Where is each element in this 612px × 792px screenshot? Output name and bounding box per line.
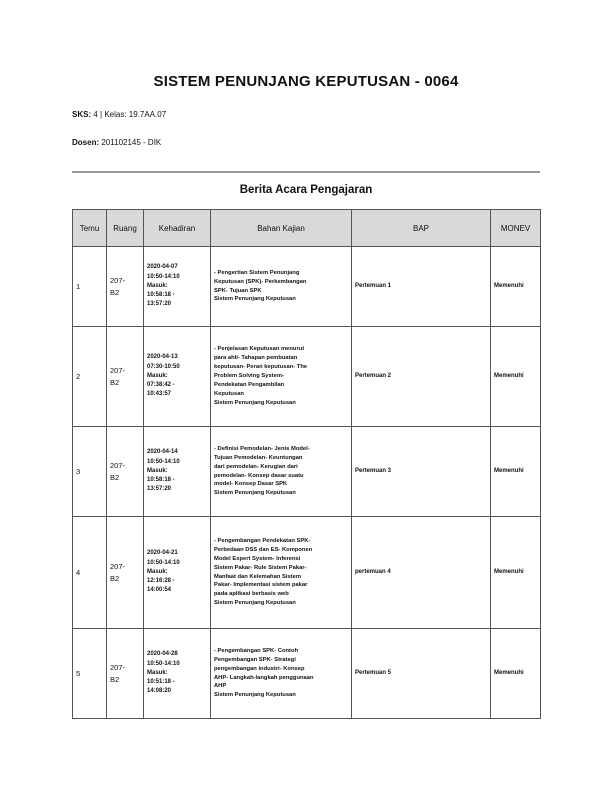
cell-bahan-kajian-line: Tujuan Pemodelan- Keuntungan — [214, 454, 303, 461]
cell-ruang-line: B2 — [110, 573, 120, 583]
cell-ruang-line: 207- — [110, 662, 126, 672]
cell-kehadiran — [144, 327, 211, 427]
cell-bahan-kajian-line: Perbedaan DSS dan ES- Komponen — [214, 546, 313, 553]
cell-kehadiran — [144, 517, 211, 629]
cell-kehadiran-line: 13:57:20 — [147, 486, 172, 493]
cell-bap: pertemuan 4 — [352, 517, 491, 629]
cell-kehadiran-line: 10:51:18 - — [147, 679, 175, 686]
cell-kehadiran-line: 2020-04-13 — [147, 354, 178, 361]
cell-ruang-line: 207- — [110, 561, 126, 571]
header-ruang: Ruang — [107, 210, 144, 247]
cell-monev: Memenuhi — [491, 629, 541, 719]
dosen-value: 201102145 - DIK — [101, 138, 162, 147]
cell-kehadiran-line: 2020-04-07 — [147, 264, 178, 271]
cell-ruang-line: B2 — [110, 287, 120, 297]
cell-kehadiran-line: 10:58:18 - — [147, 477, 175, 484]
cell-bahan-kajian — [211, 629, 352, 719]
cell-bahan-kajian-line: - Pengembangan Pendekatan SPK- — [214, 537, 311, 544]
cell-kehadiran-line: 2020-04-28 — [147, 651, 178, 658]
cell-kehadiran-line: 2020-04-14 — [147, 449, 178, 456]
cell-kehadiran-line: 10:50-14:10 — [147, 273, 180, 280]
cell-bap: Pertemuan 5 — [352, 629, 491, 719]
cell-bahan-kajian-line: Pengembangan SPK- Strategi — [214, 656, 296, 663]
table-row — [73, 629, 541, 719]
cell-kehadiran-line: 07:30-10:50 — [147, 363, 180, 370]
cell-ruang-line: 207- — [110, 275, 126, 285]
cell-bahan-kajian-line: Model Expert System- Inferensi — [214, 555, 301, 562]
cell-bahan-kajian-line: - Definisi Pemodelan- Jenis Model- — [214, 445, 310, 452]
cell-bahan-kajian-line: Manfaat dan Kelemahan Sistem — [214, 573, 301, 580]
cell-bahan-kajian — [211, 517, 352, 629]
cell-bahan-kajian-line: pada aplikasi berbasis web — [214, 591, 289, 598]
cell-ruang — [107, 517, 144, 629]
cell-bahan-kajian-line: Keputusan — [214, 390, 244, 397]
cell-kehadiran-line: Masuk: — [147, 282, 168, 289]
cell-ruang-line: B2 — [110, 674, 120, 684]
cell-kehadiran-line: 12:16:28 - — [147, 578, 175, 585]
cell-temu: 1 — [73, 247, 107, 327]
cell-bahan-kajian-line: pemodelan- Konsep dasar suatu — [214, 472, 304, 479]
cell-bahan-kajian-line: para ahli- Tahapan pembuatan — [214, 355, 298, 362]
cell-kehadiran-line: Masuk: — [147, 669, 168, 676]
cell-ruang-line: B2 — [110, 472, 120, 482]
table-row — [73, 327, 541, 427]
cell-kehadiran — [144, 427, 211, 517]
cell-temu: 5 — [73, 629, 107, 719]
cell-kehadiran-line: 10:50-14:10 — [147, 559, 180, 566]
header-monev: MONEV — [491, 210, 541, 247]
cell-kehadiran-line: 10:50-14:10 — [147, 458, 180, 465]
dosen-line — [72, 138, 161, 147]
cell-ruang — [107, 247, 144, 327]
cell-ruang — [107, 327, 144, 427]
cell-bahan-kajian — [211, 427, 352, 517]
cell-bahan-kajian-line: Sistem Penunjang Keputusan — [214, 600, 296, 607]
cell-ruang-line: 207- — [110, 365, 126, 375]
cell-kehadiran-line: Masuk: — [147, 372, 168, 379]
cell-ruang-line: B2 — [110, 377, 120, 387]
document-title: SISTEM PENUNJANG KEPUTUSAN - 0064 — [153, 73, 459, 90]
cell-kehadiran-line: Masuk: — [147, 467, 168, 474]
cell-kehadiran-line: 13:57:20 — [147, 301, 172, 308]
cell-bahan-kajian-line: model- Konsep Dasar SPK — [214, 481, 288, 488]
cell-temu: 2 — [73, 327, 107, 427]
cell-bahan-kajian — [211, 247, 352, 327]
cell-bahan-kajian-line: - Penjelasan Keputusan menurut — [214, 346, 305, 353]
bap-table — [72, 209, 541, 719]
table-row — [73, 427, 541, 517]
header-bahan-kajian: Bahan Kajian — [211, 210, 352, 247]
table-body — [73, 247, 541, 719]
cell-kehadiran — [144, 247, 211, 327]
cell-bap: Pertemuan 2 — [352, 327, 491, 427]
cell-bahan-kajian-line: AHP- Langkah-langkah penggunaan — [214, 674, 314, 681]
header-divider — [72, 171, 540, 173]
cell-temu: 4 — [73, 517, 107, 629]
table-row — [73, 247, 541, 327]
sks-kelas-value: 4 | Kelas: 19.7AA.07 — [93, 110, 167, 119]
cell-bahan-kajian-line: keputusan- Peran keputusan- The — [214, 364, 308, 371]
cell-monev: Memenuhi — [491, 427, 541, 517]
cell-kehadiran-line: 2020-04-21 — [147, 550, 178, 557]
sks-label: SKS: — [72, 110, 92, 119]
cell-kehadiran-line: 10:58:18 - — [147, 292, 175, 299]
cell-bahan-kajian-line: Sistem Penunjang Keputusan — [214, 490, 296, 497]
sks-kelas-line — [72, 110, 166, 119]
cell-monev: Memenuhi — [491, 327, 541, 427]
cell-bahan-kajian-line: AHP — [214, 683, 227, 690]
cell-bahan-kajian-line: Sistem Penunjang Keputusan — [214, 692, 296, 699]
cell-temu: 3 — [73, 427, 107, 517]
cell-bahan-kajian-line: Pakar- Implementasi sistem pakar — [214, 582, 308, 589]
cell-bap: Pertemuan 1 — [352, 247, 491, 327]
cell-kehadiran-line: 10:50-14:10 — [147, 660, 180, 667]
cell-bahan-kajian-line: Sistem Penunjang Keputusan — [214, 399, 296, 406]
cell-monev: Memenuhi — [491, 517, 541, 629]
cell-bahan-kajian — [211, 327, 352, 427]
cell-monev: Memenuhi — [491, 247, 541, 327]
cell-kehadiran-line: 07:38:42 - — [147, 382, 175, 389]
table-row — [73, 517, 541, 629]
header-kehadiran: Kehadiran — [144, 210, 211, 247]
cell-kehadiran-line: 10:43:57 — [147, 391, 172, 398]
cell-ruang — [107, 427, 144, 517]
cell-bahan-kajian-line: Pendekatan Pengambilan — [214, 381, 285, 388]
cell-bap: Pertemuan 3 — [352, 427, 491, 517]
cell-bahan-kajian-line: - Pengertian Sistem Penunjang — [214, 269, 300, 276]
cell-bahan-kajian-line: Problem Solving System- — [214, 373, 284, 379]
cell-bahan-kajian-line: Sistem Pakar- Rule Sistem Pakar- — [214, 564, 307, 571]
cell-bahan-kajian-line: dari pemodelan- Kerugian dari — [214, 463, 298, 470]
cell-kehadiran-line: 14:08:20 — [147, 688, 172, 695]
cell-kehadiran-line: 14:00:54 — [147, 587, 172, 594]
cell-bahan-kajian-line: SPK- Tujuan SPK — [214, 287, 262, 294]
cell-ruang — [107, 629, 144, 719]
header-temu: Temu — [73, 210, 107, 247]
cell-bahan-kajian-line: Keputusan (SPK)- Perkembangan — [214, 278, 307, 285]
cell-kehadiran — [144, 629, 211, 719]
cell-bahan-kajian-line: pengembangan industri- Konsep — [214, 665, 305, 672]
dosen-label: Dosen: — [72, 138, 100, 147]
header-bap: BAP — [352, 210, 491, 247]
cell-kehadiran-line: Masuk: — [147, 568, 168, 575]
section-title: Berita Acara Pengajaran — [239, 184, 373, 196]
cell-ruang-line: 207- — [110, 460, 126, 470]
table-header-row — [73, 210, 541, 247]
cell-bahan-kajian-line: - Pengembangan SPK- Contoh — [214, 647, 299, 654]
cell-bahan-kajian-line: Sistem Penunjang Keputusan — [214, 296, 296, 303]
